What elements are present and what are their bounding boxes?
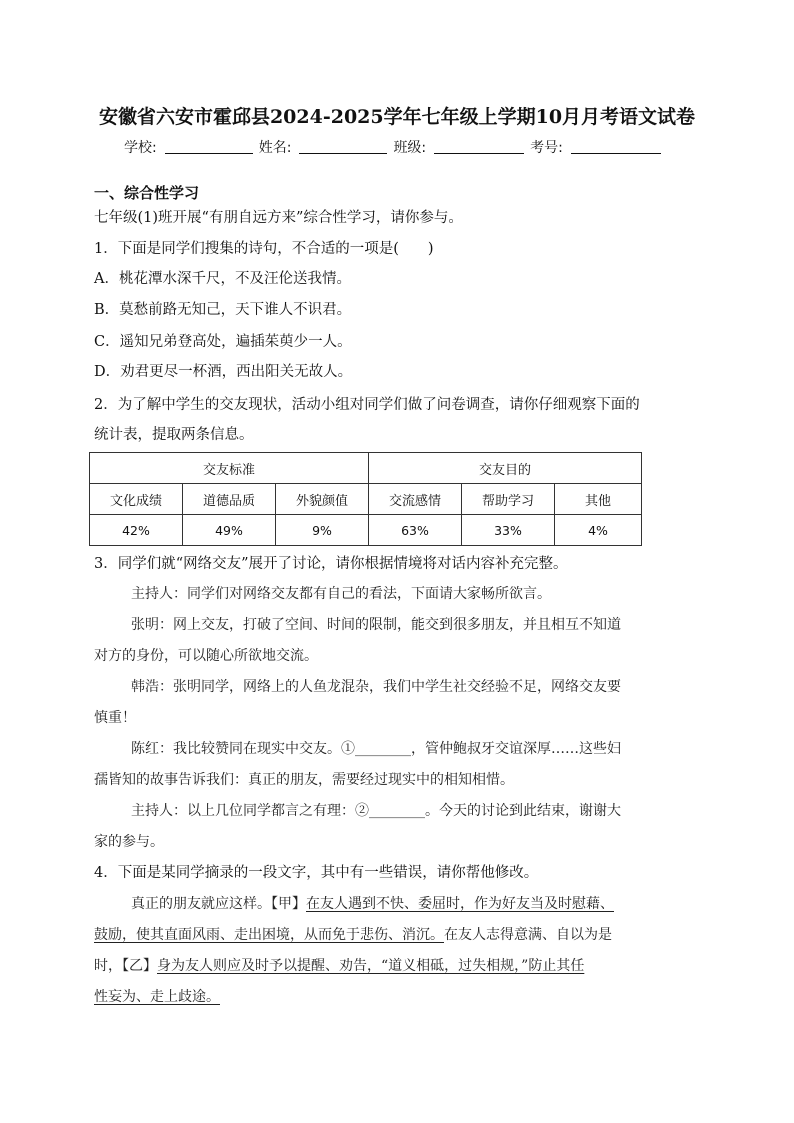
q1-option-c: C．遥知兄弟登高处，遍插茱萸少一人。 bbox=[94, 334, 352, 350]
class-blank[interactable] bbox=[434, 152, 524, 154]
table-value-cell: 49% bbox=[183, 515, 276, 546]
table-row bbox=[90, 515, 642, 546]
passage-underlined-text: 身为友人则应及时予以提醒、劝告，“道义相砥，过失相规，”防止其任 bbox=[157, 958, 585, 974]
exam-title: 安徽省六安市霍邱县2024-2025学年七年级上学期10月月考语文试卷 bbox=[98, 106, 696, 128]
class-label: 班级: bbox=[393, 140, 427, 156]
q3-stem: 3．同学们就“网络交友”展开了讨论，请你根据情境将对话内容补充完整。 bbox=[94, 556, 568, 572]
q1-option-b: B．莫愁前路无知己，天下谁人不识君。 bbox=[94, 302, 352, 318]
passage-underlined-text: 在友人遇到不快、委屈时，作为好友当及时慰藉、 bbox=[306, 896, 614, 912]
table-row bbox=[90, 453, 642, 484]
section-heading: 一、综合性学习 bbox=[94, 184, 200, 202]
dialogue-line: 陈红：我比较赞同在现实中交友。①________，管仲鲍叔牙交谊深厚……这些妇 bbox=[131, 741, 621, 757]
table-group-header: 交友标准 bbox=[90, 453, 369, 484]
passage-text: 真正的朋友就应这样。【甲】 bbox=[131, 896, 306, 912]
dialogue-line: 家的参与。 bbox=[94, 834, 164, 850]
table-row bbox=[90, 484, 642, 515]
table-header-cell: 其他 bbox=[555, 484, 642, 515]
passage-underlined-text: 性妄为、走上歧途。 bbox=[94, 989, 220, 1005]
passage-line bbox=[131, 893, 614, 913]
q1-option-d: D．劝君更尽一杯酒，西出阳关无故人。 bbox=[94, 364, 353, 380]
exam-number-blank[interactable] bbox=[571, 152, 661, 154]
name-blank[interactable] bbox=[299, 152, 387, 154]
table-header-cell: 道德品质 bbox=[183, 484, 276, 515]
passage-line bbox=[94, 955, 584, 975]
section-intro: 七年级(1)班开展“有朋自远方来”综合性学习，请你参与。 bbox=[94, 210, 463, 226]
table-header-cell: 帮助学习 bbox=[462, 484, 555, 515]
dialogue-line: 主持人：同学们对网络交友都有自己的看法，下面请大家畅所欲言。 bbox=[131, 586, 551, 602]
q2-stem-line2: 统计表，提取两条信息。 bbox=[94, 427, 254, 443]
q1-option-a: A．桃花潭水深千尺，不及汪伦送我情。 bbox=[94, 271, 351, 287]
friendship-stat-table bbox=[89, 452, 642, 546]
table-header-cell: 交流感情 bbox=[369, 484, 462, 515]
table-group-header: 交友目的 bbox=[369, 453, 642, 484]
passage-line bbox=[94, 986, 220, 1006]
passage-text: 时，【乙】 bbox=[94, 958, 157, 974]
dialogue-line: 慎重！ bbox=[94, 710, 136, 726]
passage-text: 在友人志得意满、自以为是 bbox=[444, 927, 612, 943]
school-blank[interactable] bbox=[165, 152, 253, 154]
dialogue-line: 对方的身份，可以随心所欲地交流。 bbox=[94, 648, 318, 664]
name-label: 姓名: bbox=[258, 140, 292, 156]
table-value-cell: 9% bbox=[276, 515, 369, 546]
dialogue-line: 张明：网上交友，打破了空间、时间的限制，能交到很多朋友，并且相互不知道 bbox=[131, 617, 621, 633]
q2-stem-line1: 2．为了解中学生的交友现状，活动小组对同学们做了问卷调查，请你仔细观察下面的 bbox=[94, 397, 640, 413]
exam-number-label: 考号: bbox=[530, 140, 563, 156]
school-label: 学校: bbox=[124, 140, 157, 156]
dialogue-line: 孺皆知的故事告诉我们：真正的朋友，需要经过现实中的相知相惜。 bbox=[94, 772, 514, 788]
table-value-cell: 4% bbox=[555, 515, 642, 546]
q1-stem: 1．下面是同学们搜集的诗句，不合适的一项是( ) bbox=[94, 241, 434, 257]
table-header-cell: 文化成绩 bbox=[90, 484, 183, 515]
dialogue-line: 韩浩：张明同学，网络上的人鱼龙混杂，我们中学生社交经验不足，网络交友要 bbox=[131, 679, 621, 695]
q4-stem: 4．下面是某同学摘录的一段文字，其中有一些错误，请你帮他修改。 bbox=[94, 865, 539, 881]
dialogue-line: 主持人：以上几位同学都言之有理：②________。今天的讨论到此结束，谢谢大 bbox=[131, 803, 621, 819]
table-value-cell: 63% bbox=[369, 515, 462, 546]
student-info-row bbox=[124, 137, 667, 157]
table-header-cell: 外貌颜值 bbox=[276, 484, 369, 515]
passage-underlined-text: 鼓励，使其直面风雨、走出困境，从而免于悲伤、消沉。 bbox=[94, 927, 444, 943]
passage-line bbox=[94, 924, 612, 944]
table-value-cell: 33% bbox=[462, 515, 555, 546]
table-value-cell: 42% bbox=[90, 515, 183, 546]
